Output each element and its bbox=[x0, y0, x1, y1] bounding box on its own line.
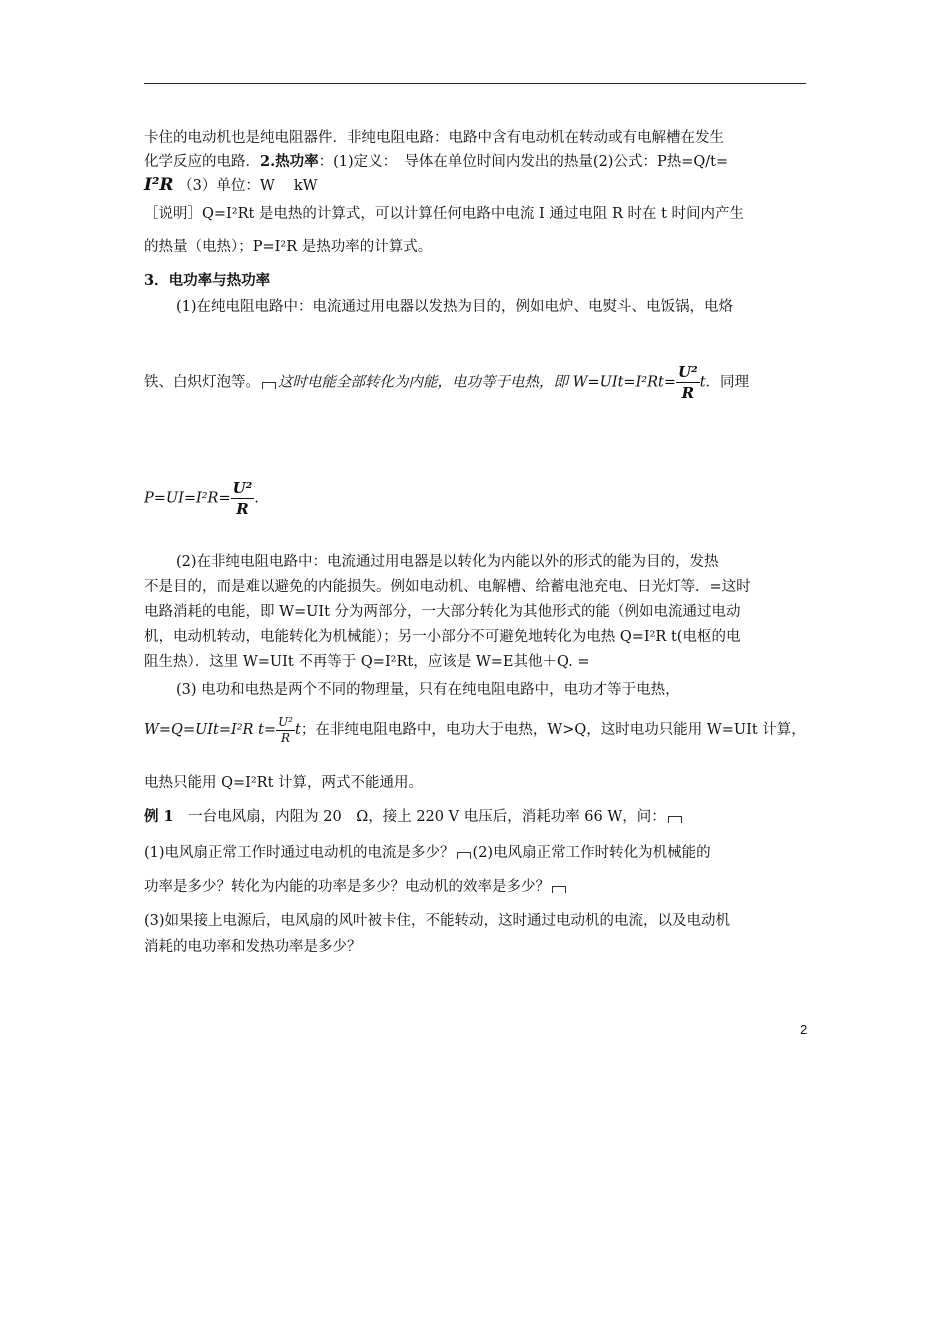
paragraph-line: 不是目的，而是难以避免的内能损失。例如电动机、电解槽、给蓄电池充电、日光灯等．=这时 bbox=[144, 579, 751, 595]
question-line: 消耗的电功率和发热功率是多少？ bbox=[144, 939, 362, 955]
section-title-heat-power: 2.热功率 bbox=[260, 153, 319, 170]
paragraph-line: P=UI=I²R= $\frac{\text{U²}}{R}$ . bbox=[144, 479, 259, 518]
formula-i2r: I²R bbox=[144, 175, 174, 195]
header-rule bbox=[144, 83, 806, 84]
section-heading: 3．电功率与热功率 bbox=[144, 272, 271, 289]
fraction-u2-over-r: $\frac{\text{U²}}{R}$ bbox=[278, 714, 293, 745]
example-label: 例 1 bbox=[144, 808, 174, 825]
page-number: 2 bbox=[800, 1022, 808, 1037]
text-line: 卡住的电动机也是纯电阻器件．非纯电阻电路：电路中含有电动机在转动或有电解槽在发生 bbox=[144, 130, 724, 146]
edit-mark-icon bbox=[668, 816, 682, 823]
paragraph-line: (1)在纯电阻电路中：电流通过用电器以发热为目的，例如电炉、电熨斗、电饭锅，电烙 bbox=[176, 299, 734, 315]
fraction-u2-over-r: $\frac{\text{U²}}{R}$ bbox=[232, 479, 253, 518]
paragraph-line: 电路消耗的电能，即 W=UIt 分为两部分，一大部分转化为其他形式的能（例如电流通过电动 bbox=[144, 604, 741, 620]
paragraph-line: 机，电动机转动，电能转化为机械能）；另一小部分不可避免地转化为电热 Q=I²R t(电枢的电 bbox=[144, 629, 741, 645]
text-line: 的热量（电热）；P=I²R 是热功率的计算式。 bbox=[144, 239, 433, 255]
edit-mark-icon bbox=[262, 382, 276, 389]
text-line: ［说明］Q=I²Rt 是电热的计算式，可以计算任何电路中电流 I 通过电阻 R 时在 t 时间内产生 bbox=[144, 206, 745, 222]
example-line: 例 1 一台电风扇，内阻为 20 Ω，接上 220 V 电压后，消耗功率 66 W，问： bbox=[144, 808, 684, 826]
paragraph-line: (2)在非纯电阻电路中：电流通过用电器是以转化为内能以外的形式的能为目的，发热 bbox=[176, 554, 719, 570]
edit-mark-icon bbox=[457, 852, 471, 859]
paragraph-line: W=Q=UIt=I²R t= $\frac{\text{U²}}{R}$ t；在非纯电阻电路中，电功大于电热，W>Q，这时电功只能用 W=UIt 计算， bbox=[144, 714, 806, 745]
text-line: I²R （3）单位：W kW bbox=[144, 175, 318, 195]
paragraph-line: 铁、白炽灯泡等。 这时电能全部转化为内能，电功等于电热，即 W=UIt=I²Rt= $\frac{\text{U²}}{R}$ t．同理 bbox=[144, 363, 750, 402]
question-line: 功率是多少？转化为内能的功率是多少？电动机的效率是多少？ bbox=[144, 878, 568, 896]
paragraph-line: 电热只能用 Q=I²Rt 计算，两式不能通用。 bbox=[144, 775, 424, 791]
paragraph-line: 阻生热）．这里 W=UIt 不再等于 Q=I²Rt，应该是 W=E其他＋Q. = bbox=[144, 654, 590, 670]
paragraph-line: (3) 电功和电热是两个不同的物理量，只有在纯电阻电路中，电功才等于电热， bbox=[176, 682, 680, 698]
edit-mark-icon bbox=[552, 886, 566, 893]
question-line: (3)如果接上电源后，电风扇的风叶被卡住，不能转动，这时通过电动机的电流，以及电动机 bbox=[144, 913, 731, 929]
fraction-u2-over-r: $\frac{\text{U²}}{R}$ bbox=[678, 363, 698, 402]
text-line: 化学反应的电路．2.热功率：(1)定义： 导体在单位时间内发出的热量(2)公式：P热=Q/t= bbox=[144, 153, 729, 170]
question-line: (1)电风扇正常工作时通过电动机的电流是多少？ (2)电风扇正常工作时转化为机械能的 bbox=[144, 845, 711, 861]
